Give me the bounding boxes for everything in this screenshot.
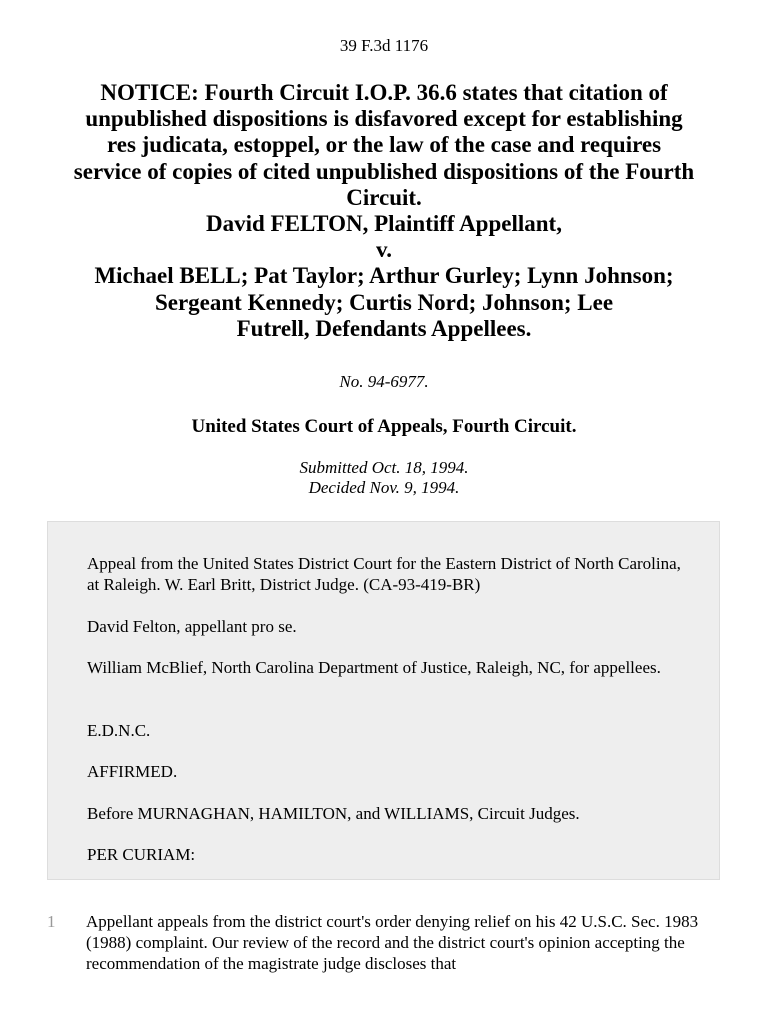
- notice-line: NOTICE: Fourth Circuit I.O.P. 36.6 states that citation of: [100, 80, 668, 105]
- decided-date: Decided Nov. 9, 1994.: [308, 478, 460, 497]
- case-title: [30, 80, 738, 342]
- notice-line: Circuit.: [346, 184, 422, 210]
- case-summary-box: [47, 521, 720, 880]
- opinion-paragraph: Appellant appeals from the district court's order denying relief on his 42 U.S.C. Sec. 1983 (1988) complaint. Our review of the record and the district court's opinion accepting the recommendation of the magistrate judge discloses that: [86, 912, 699, 973]
- case-dates: [0, 458, 768, 498]
- case-citation: 39 F.3d 1176: [339, 36, 429, 55]
- notice-line: service of copies of cited unpublished dispositions of the Fourth: [73, 158, 695, 184]
- plaintiff-line: David FELTON, Plaintiff Appellant,: [206, 211, 562, 237]
- defendants-line: Futrell, Defendants Appellees.: [236, 315, 532, 341]
- court-name: United States Court of Appeals, Fourth Circuit.: [191, 416, 577, 437]
- docket-number: No. 94-6977.: [339, 372, 429, 391]
- defendants-line: Michael BELL; Pat Taylor; Arthur Gurley; Lynn Johnson;: [94, 263, 674, 289]
- district-text: E.D.N.C.: [87, 721, 151, 740]
- disposition-text: AFFIRMED.: [87, 762, 178, 781]
- notice-line: unpublished dispositions is disfavored except for establishing: [85, 106, 683, 132]
- notice-line: res judicata, estoppel, or the law of the case and requires: [106, 132, 662, 158]
- submitted-date: Submitted Oct. 18, 1994.: [299, 458, 469, 477]
- defendants-line: Sergeant Kennedy; Curtis Nord; Johnson; Lee: [154, 289, 614, 315]
- appeal-from-text: Appeal from the United States District Court for the Eastern District of North Carolina, at Raleigh. W. Earl Britt, District Judge. (CA-93-419-BR): [87, 554, 681, 594]
- appellee-counsel-text: William McBlief, North Carolina Department of Justice, Raleigh, NC, for appellees.: [87, 658, 661, 677]
- per-curiam-text: PER CURIAM:: [87, 845, 196, 864]
- paragraph-number: 1: [47, 912, 56, 931]
- appellant-counsel-text: David Felton, appellant pro se.: [87, 617, 297, 636]
- panel-text: Before MURNAGHAN, HAMILTON, and WILLIAMS, Circuit Judges.: [87, 804, 580, 823]
- versus-line: v.: [376, 237, 392, 263]
